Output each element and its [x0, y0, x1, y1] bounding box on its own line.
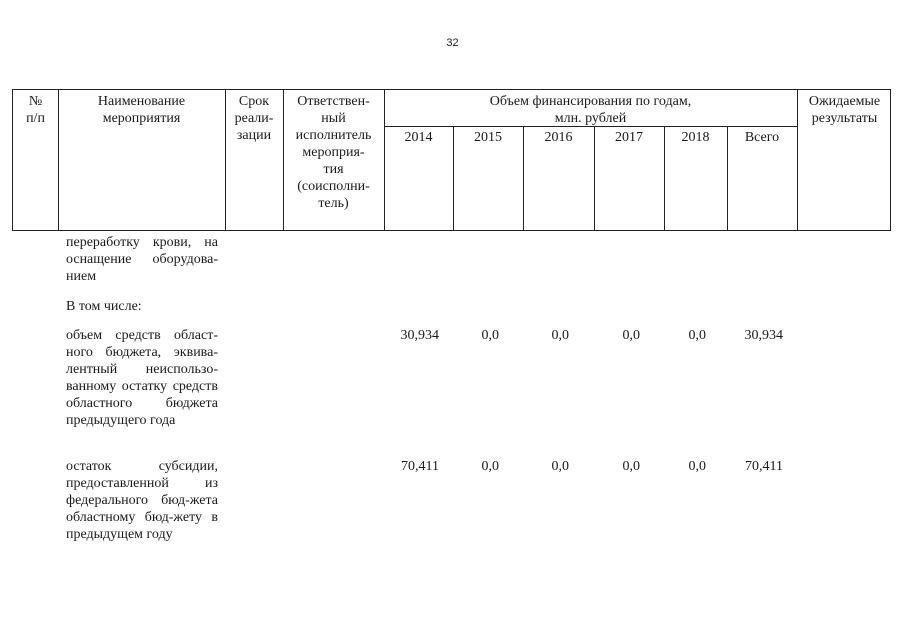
row-1-value-2017: 0,0: [622, 328, 640, 343]
header-col-term: Срок реали- зации: [234, 94, 274, 143]
header-year: 2017: [615, 130, 643, 145]
continued-text: переработку крови, на оснащение оборудова-нием: [66, 235, 218, 284]
table-header: [12, 89, 891, 231]
row-2-value-total: 70,411: [745, 459, 783, 474]
header-col-number: № п/п: [26, 94, 45, 126]
header-year: 2018: [681, 130, 710, 145]
header-col-responsible: Ответствен- ный исполнитель мероприя- тия (соисполни- тель): [295, 94, 372, 211]
header-col-financing: Объем финансирования по годам, млн. рублей: [489, 94, 692, 126]
section-subtitle: В том числе:: [66, 299, 142, 314]
row-1-value-2014: 30,934: [400, 328, 439, 343]
header-col-results: Ожидаемые результаты: [808, 94, 881, 126]
row-1-value-2015: 0,0: [481, 328, 499, 343]
header-year: 2016: [544, 130, 573, 145]
row-2-value-2015: 0,0: [481, 459, 499, 474]
row-1-value-total: 30,934: [744, 328, 783, 343]
page-number: 32: [446, 37, 459, 49]
row-2-value-2014: 70,411: [401, 459, 439, 474]
header-year: 2014: [404, 130, 433, 145]
header-year: 2015: [474, 130, 502, 145]
header-total: Всего: [744, 130, 780, 145]
row-1-name: объем средств област-ного бюджета, эквива-лентный неиспользо-ванному остатку средств областного бюджета предыдущего года: [66, 328, 218, 428]
row-2-value-2018: 0,0: [688, 459, 706, 474]
row-2-name: остаток субсидии, предоставленной из федерального бюд-жета областному бюд-жету в предыдущем году: [66, 459, 218, 542]
row-1-value-2018: 0,0: [688, 328, 706, 343]
row-1-value-2016: 0,0: [551, 328, 569, 343]
header-col-name: Наименование мероприятия: [97, 94, 186, 126]
row-2-value-2017: 0,0: [622, 459, 640, 474]
row-2-value-2016: 0,0: [551, 459, 569, 474]
